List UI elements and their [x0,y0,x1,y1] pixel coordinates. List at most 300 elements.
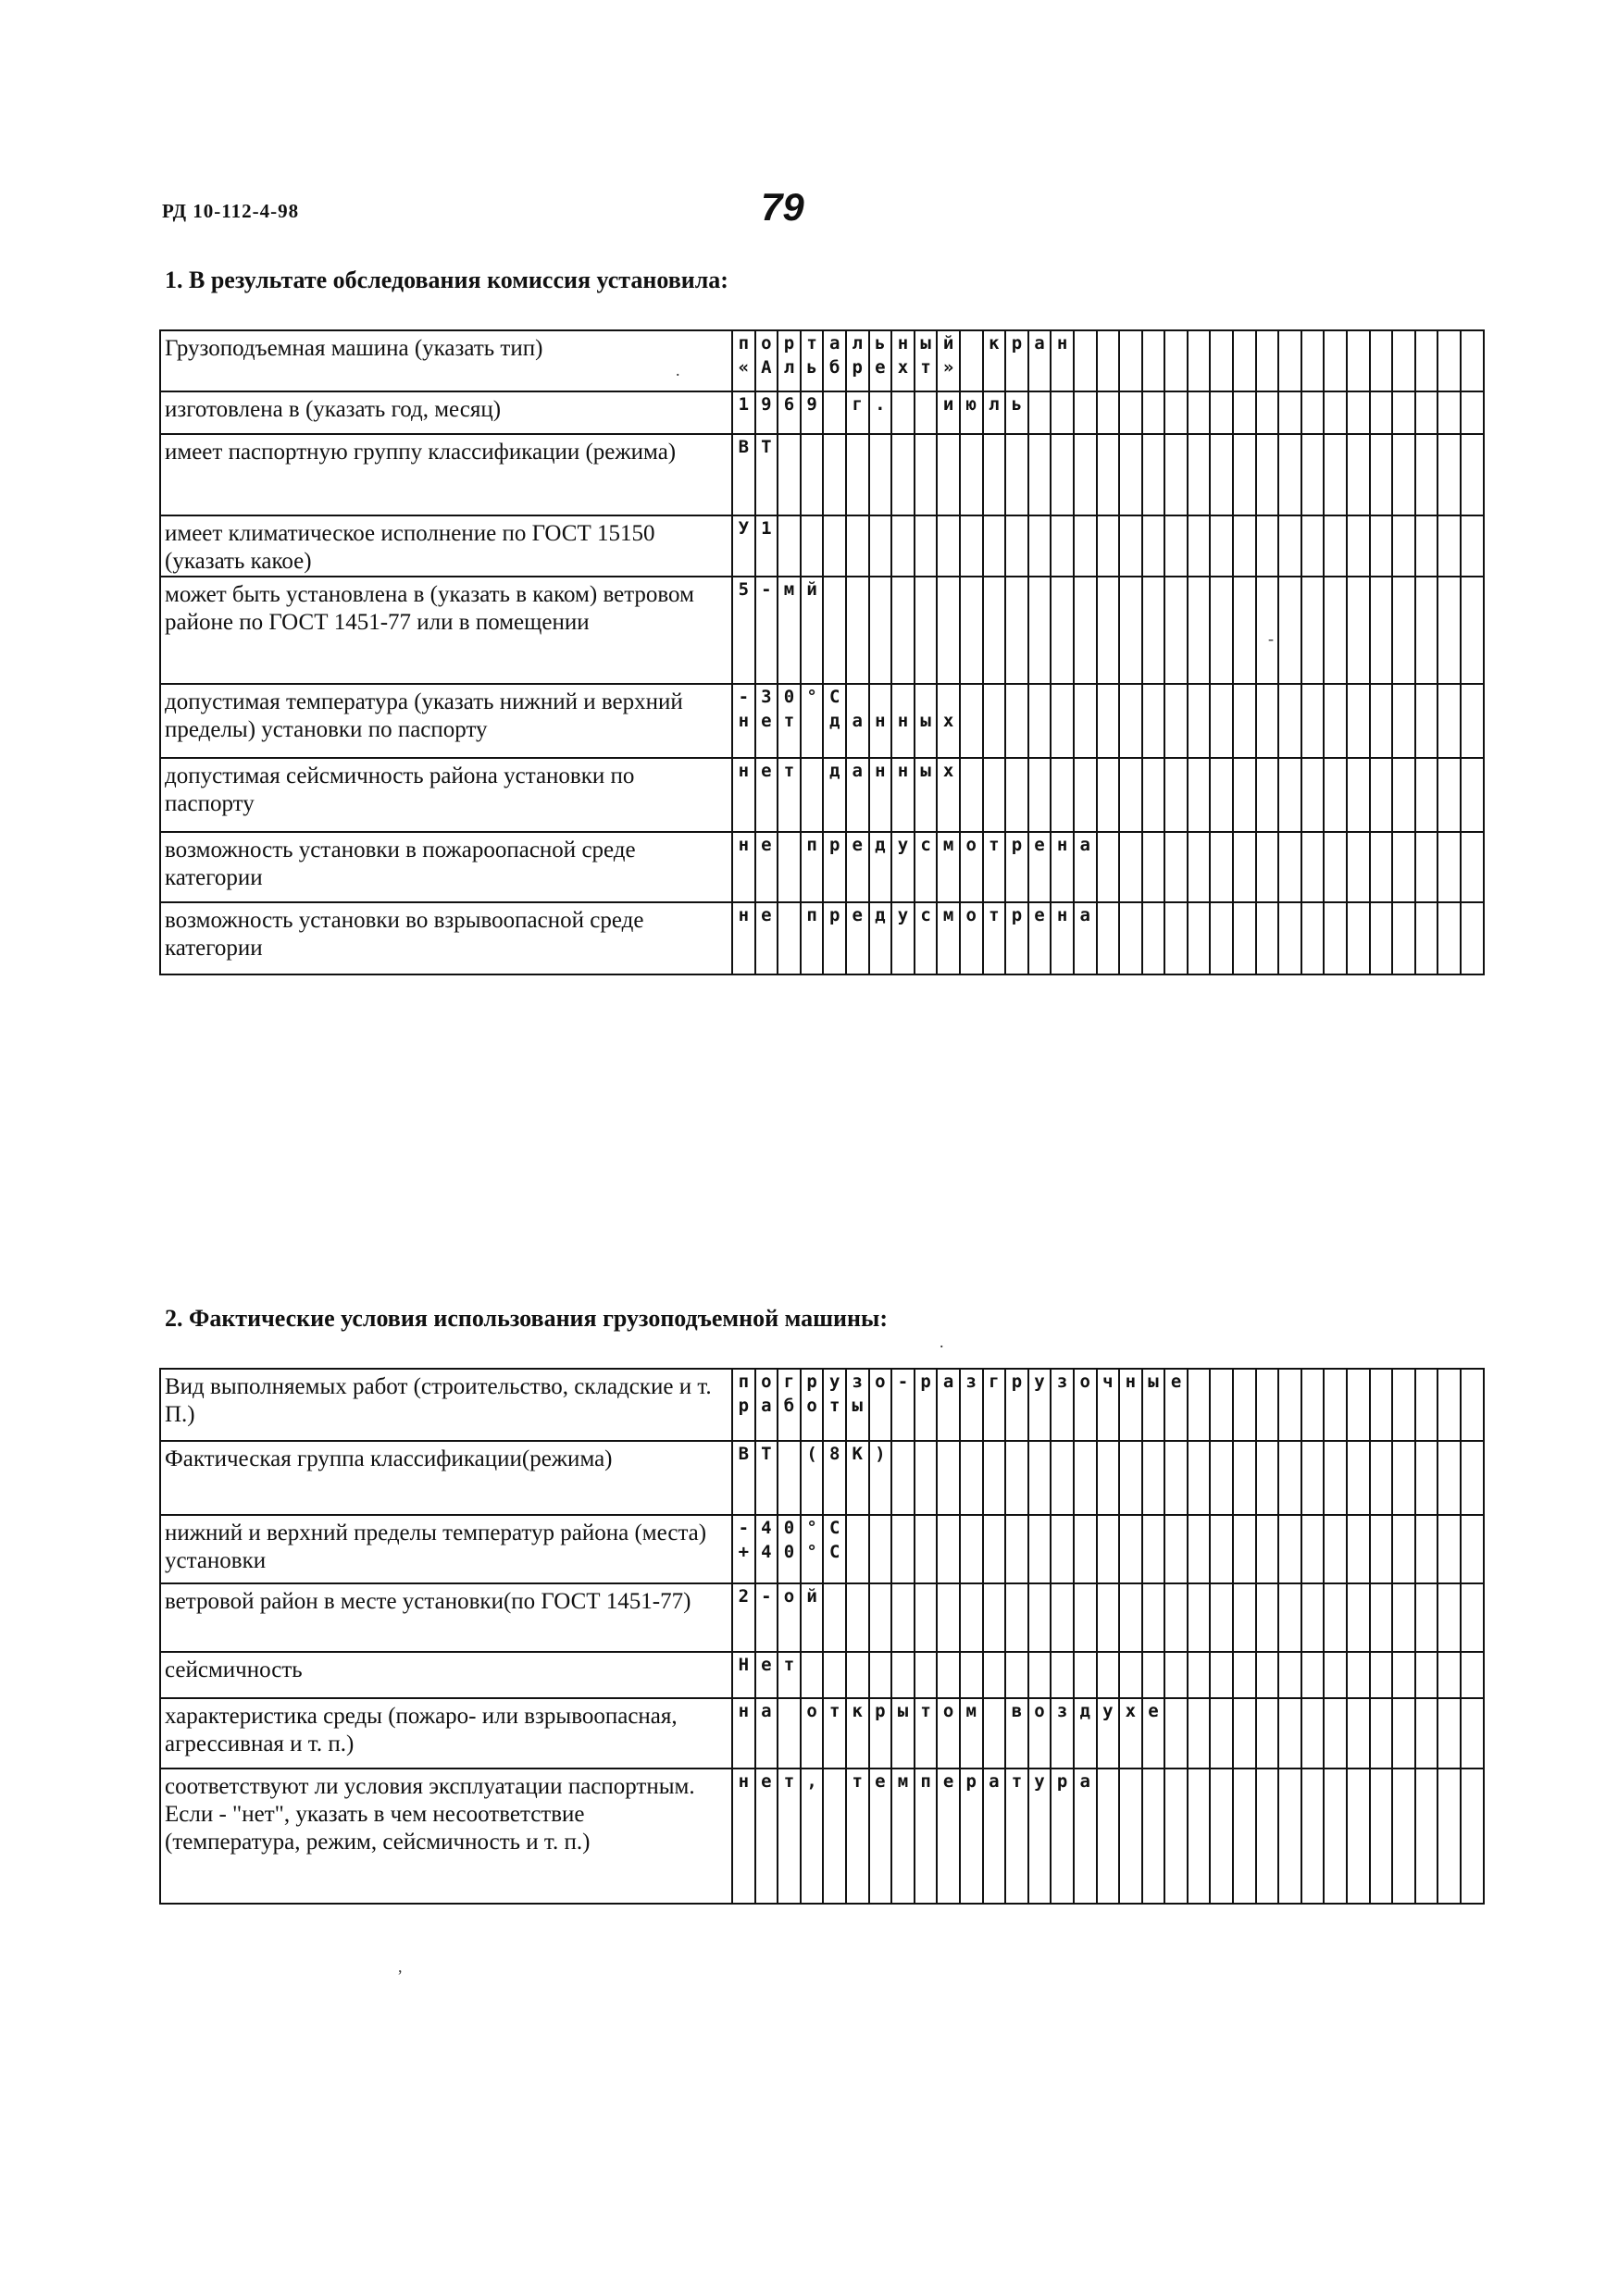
char-line-2 [1029,1540,1051,1564]
char-box [869,684,892,758]
char-box [1392,577,1415,684]
char-box [1256,515,1279,577]
char-line-1: р [1011,1371,1023,1392]
char-box [1051,1652,1074,1698]
char-line-2 [1120,1394,1141,1418]
char-box [778,1515,801,1583]
char-box [983,1369,1006,1441]
char-box [1392,1769,1415,1904]
char-box [1438,330,1461,391]
char-line-1 [1302,435,1324,459]
char-box [937,902,960,974]
char-line-1 [1098,759,1119,783]
char-line-1: р [828,835,840,855]
char-line-1 [984,685,1005,709]
char-line-1 [1143,903,1164,927]
char-line-1: и [942,394,954,415]
char-line-1 [1098,1653,1119,1677]
char-line-1 [1302,1584,1324,1608]
char-line-1 [1302,833,1324,857]
char-line-2 [1416,1540,1438,1564]
char-box [1142,1583,1165,1652]
char-box [869,1369,892,1441]
char-line-1 [984,759,1005,783]
char-box [846,1515,869,1583]
char-box [1142,832,1165,902]
char-box [732,391,755,434]
char-line-1: Т [761,1444,772,1464]
char-box [1438,1652,1461,1698]
char-box [1301,515,1325,577]
char-line-1: ° [806,687,817,707]
char-line-1 [1165,1584,1187,1608]
char-box [1438,1769,1461,1904]
char-line-1: п [920,1771,931,1792]
char-box [1142,391,1165,434]
char-box [1415,684,1438,758]
char-line-1: о [783,1586,795,1607]
char-line-1 [1029,1584,1051,1608]
row-label: может быть установлена в (указать в каком) ветровом районе по ГОСТ 1451-77 или в помещении [160,577,732,684]
char-box [915,902,938,974]
char-box [801,1698,824,1769]
char-line-1: У [738,518,750,539]
char-line-1: Н [738,1655,750,1675]
char-line-2 [802,709,823,733]
char-box [1164,1652,1188,1698]
char-box [1461,1769,1484,1904]
char-box [1210,1583,1233,1652]
char-line-1 [802,759,823,783]
char-line-1: л [852,333,863,354]
char-line-2 [1006,355,1027,379]
char-line-1 [778,1442,800,1466]
char-box [1278,434,1301,515]
char-box [1256,902,1279,974]
char-line-2 [1325,355,1346,379]
char-box [1119,1583,1142,1652]
char-line-1 [1438,903,1460,927]
char-box [755,1369,778,1441]
table-row [160,832,1484,902]
char-line-2: б [828,357,840,378]
char-line-1 [1325,759,1346,783]
char-line-1: е [852,835,863,855]
char-line-1: о [761,333,772,354]
char-line-1 [915,1653,937,1677]
char-line-1 [1438,331,1460,355]
char-line-1 [1302,516,1324,540]
char-box [1142,902,1165,974]
char-box [960,434,983,515]
char-line-2: н [738,711,750,731]
char-line-1: 9 [806,394,817,415]
char-line-1 [892,516,914,540]
char-line-1: ) [875,1444,886,1464]
char-line-1 [1416,1653,1438,1677]
char-line-2 [1006,709,1027,733]
char-box [960,1652,983,1698]
char-box [1005,902,1028,974]
char-box [801,1652,824,1698]
char-box [1415,515,1438,577]
char-box [1142,1515,1165,1583]
char-line-1 [1393,1516,1414,1540]
char-line-2 [1438,1540,1460,1564]
char-line-1 [1416,516,1438,540]
char-line-1 [1325,1516,1346,1540]
char-line-1 [1348,759,1369,783]
char-box [1324,1369,1347,1441]
char-line-1 [1006,577,1027,602]
char-line-2 [1462,1540,1483,1564]
char-line-1 [1029,685,1051,709]
char-line-2 [984,1540,1005,1564]
char-line-1 [778,1699,800,1723]
char-line-2 [1052,1394,1073,1418]
char-box [1005,577,1028,684]
char-line-1: д [875,905,886,925]
char-box [1119,434,1142,515]
char-line-2 [1098,709,1119,733]
char-box [1210,1769,1233,1904]
char-line-1 [1257,392,1278,416]
char-line-1 [1325,577,1346,602]
char-box [1028,1769,1052,1904]
char-box [1324,330,1347,391]
char-line-1 [1325,392,1346,416]
table-row [160,1769,1484,1904]
char-line-1 [1393,903,1414,927]
char-box [1438,1515,1461,1583]
char-line-1: н [875,761,886,781]
char-box [732,1698,755,1769]
char-line-1 [1416,759,1438,783]
inspection-findings-table [159,329,1485,975]
char-box [960,1583,983,1652]
char-line-2 [1257,1394,1278,1418]
char-box [1119,832,1142,902]
char-box [846,684,869,758]
char-line-2 [1302,1394,1324,1418]
char-line-1 [1165,759,1187,783]
char-box [915,434,938,515]
char-line-1 [1234,435,1255,459]
char-line-1 [1438,435,1460,459]
char-line-1 [1462,759,1483,783]
char-box [1301,434,1325,515]
char-box [1005,758,1028,832]
char-box [1188,330,1211,391]
char-box [1028,434,1052,515]
char-line-2: е [761,711,772,731]
char-line-1 [847,435,868,459]
char-box [1461,391,1484,434]
char-line-1: в [1011,1701,1023,1721]
char-line-1 [1120,833,1141,857]
char-box [732,434,755,515]
char-box [937,758,960,832]
char-line-1 [1257,1653,1278,1677]
table-row [160,1652,1484,1698]
char-line-1: к [989,333,1000,354]
char-line-1: т [1011,1771,1023,1792]
char-box [1142,434,1165,515]
char-box [823,1698,846,1769]
char-box [1119,684,1142,758]
char-box [801,902,824,974]
char-box [1164,1441,1188,1515]
char-line-1: у [828,1371,840,1392]
actual-conditions-table [159,1368,1485,1905]
char-line-1: ы [920,761,931,781]
row-label: нижний и верхний пределы температур района (места) установки [160,1515,732,1583]
char-line-1 [824,577,845,602]
char-line-2 [1325,709,1346,733]
char-line-1: Т [761,437,772,457]
char-box [1074,1369,1097,1441]
char-line-1: к [852,1701,863,1721]
char-line-1 [1438,759,1460,783]
char-box [1415,1441,1438,1515]
char-line-1 [1438,1699,1460,1723]
char-line-1 [1098,577,1119,602]
char-line-2 [1211,709,1232,733]
char-box [1256,1698,1279,1769]
char-box [1392,1441,1415,1515]
char-line-1 [1416,1370,1438,1394]
char-line-1 [1371,833,1392,857]
char-box [1347,758,1370,832]
char-line-1 [1165,392,1187,416]
char-box [1438,515,1461,577]
char-line-2 [984,709,1005,733]
char-line-1 [1189,331,1210,355]
char-line-1 [1006,1653,1027,1677]
char-line-1 [1279,1584,1301,1608]
char-line-1 [1348,1584,1369,1608]
char-line-1 [870,685,891,709]
char-box [823,758,846,832]
char-line-1 [824,1653,845,1677]
char-line-1 [961,577,982,602]
char-line-1 [1098,1584,1119,1608]
char-box [869,1441,892,1515]
char-box [1233,684,1256,758]
char-box [1188,515,1211,577]
char-line-1 [984,1516,1005,1540]
char-line-1: а [1079,1771,1090,1792]
char-line-1 [1462,1769,1483,1793]
char-box [846,1769,869,1904]
char-line-1 [1211,903,1232,927]
char-line-1: е [942,1771,954,1792]
char-box [1188,1515,1211,1583]
table-row [160,330,1484,391]
char-box [1005,1652,1028,1698]
char-box [1074,1769,1097,1904]
char-box [1370,1769,1393,1904]
char-box [1074,758,1097,832]
char-box [1188,577,1211,684]
char-box [1028,330,1052,391]
char-box [937,832,960,902]
char-line-1 [961,1516,982,1540]
char-line-1: г [989,1371,1000,1392]
char-box [1415,434,1438,515]
char-line-1 [1165,331,1187,355]
char-line-2 [1279,1394,1301,1418]
char-box [1301,1769,1325,1904]
char-line-1: ы [897,1701,909,1721]
char-line-2 [1279,355,1301,379]
char-line-1 [1438,1653,1460,1677]
char-box [1415,391,1438,434]
char-box [1005,434,1028,515]
char-line-2 [1279,709,1301,733]
char-box [778,832,801,902]
char-line-1 [1052,685,1073,709]
char-line-1 [1348,1442,1369,1466]
char-box [801,434,824,515]
char-line-1 [1120,577,1141,602]
char-line-1 [938,435,959,459]
char-line-1 [1006,759,1027,783]
char-line-1 [1302,685,1324,709]
char-box [1461,1441,1484,1515]
char-line-1 [1279,1769,1301,1793]
char-box [1074,515,1097,577]
char-line-1 [1325,1699,1346,1723]
char-box [915,1652,938,1698]
char-box [1461,1515,1484,1583]
char-line-1 [802,1653,823,1677]
char-box [1074,1583,1097,1652]
char-line-1 [1302,331,1324,355]
char-box [1051,330,1074,391]
row-label: изготовлена в (указать год, месяц) [160,391,732,434]
row-label: характеристика среды (пожаро- или взрывоопасная, агрессивная и т. п.) [160,1698,732,1769]
char-box [1347,902,1370,974]
char-box [1005,1515,1028,1583]
char-box [1142,1769,1165,1904]
char-line-1 [1462,516,1483,540]
char-line-1 [1098,331,1119,355]
char-line-1: г [783,1371,795,1392]
char-line-1 [1371,1442,1392,1466]
char-line-1 [1348,1370,1369,1394]
char-line-2 [1279,1540,1301,1564]
char-line-1 [1393,516,1414,540]
char-box [1188,1369,1211,1441]
section-1-title: 1. В результате обследования комиссия установила: [165,267,728,293]
char-box [1301,1583,1325,1652]
char-line-2 [1075,1540,1096,1564]
char-line-1 [1234,1769,1255,1793]
char-line-2 [1371,1394,1392,1418]
char-box [801,684,824,758]
char-line-2: ь [806,357,817,378]
char-line-2: ы [920,711,931,731]
char-line-1 [1029,1442,1051,1466]
char-line-1 [1257,903,1278,927]
char-box [1347,684,1370,758]
char-line-1: К [852,1444,863,1464]
char-line-1 [1189,1442,1210,1466]
char-line-1: й [806,1586,817,1607]
char-box [1392,434,1415,515]
char-box [1278,1441,1301,1515]
char-line-1 [1120,685,1141,709]
char-box [891,1652,915,1698]
char-box [1119,1652,1142,1698]
char-line-1 [1325,685,1346,709]
char-box [1438,902,1461,974]
char-line-1: н [1125,1371,1137,1392]
char-box [937,515,960,577]
char-box [1370,1441,1393,1515]
char-line-1 [1438,392,1460,416]
char-box [869,577,892,684]
char-box [1370,330,1393,391]
char-box [1278,577,1301,684]
char-box [1210,1369,1233,1441]
char-box [869,1698,892,1769]
char-line-2 [1189,1540,1210,1564]
char-box [983,684,1006,758]
char-line-2 [1052,709,1073,733]
char-line-1 [1234,1442,1255,1466]
char-line-1 [1348,833,1369,857]
char-box [778,902,801,974]
char-box [732,1369,755,1441]
char-line-2 [1257,355,1278,379]
char-line-1 [1279,1370,1301,1394]
char-box [1278,1652,1301,1698]
char-line-2: ° [806,1542,817,1562]
char-line-1: й [806,579,817,600]
char-box [1461,832,1484,902]
char-line-1 [1098,903,1119,927]
char-line-1 [847,1653,868,1677]
char-line-1 [1211,1516,1232,1540]
char-line-2 [1211,355,1232,379]
char-line-2 [984,355,1005,379]
char-box [778,758,801,832]
char-line-1 [892,435,914,459]
char-box [1392,684,1415,758]
char-box [937,577,960,684]
char-box [1347,577,1370,684]
char-line-1 [1211,1653,1232,1677]
char-box [1164,832,1188,902]
char-box [937,1515,960,1583]
char-box [1005,1698,1028,1769]
char-box [846,391,869,434]
char-box [891,902,915,974]
char-box [1005,515,1028,577]
stray-mark: . [676,361,680,379]
char-line-1: т [989,905,1000,925]
char-line-1 [938,1584,959,1608]
char-box [778,1698,801,1769]
char-line-1 [1462,1370,1483,1394]
char-line-1: н [738,1701,750,1721]
char-line-2 [1029,355,1051,379]
char-box [778,515,801,577]
char-box [1097,1652,1120,1698]
char-box [801,758,824,832]
